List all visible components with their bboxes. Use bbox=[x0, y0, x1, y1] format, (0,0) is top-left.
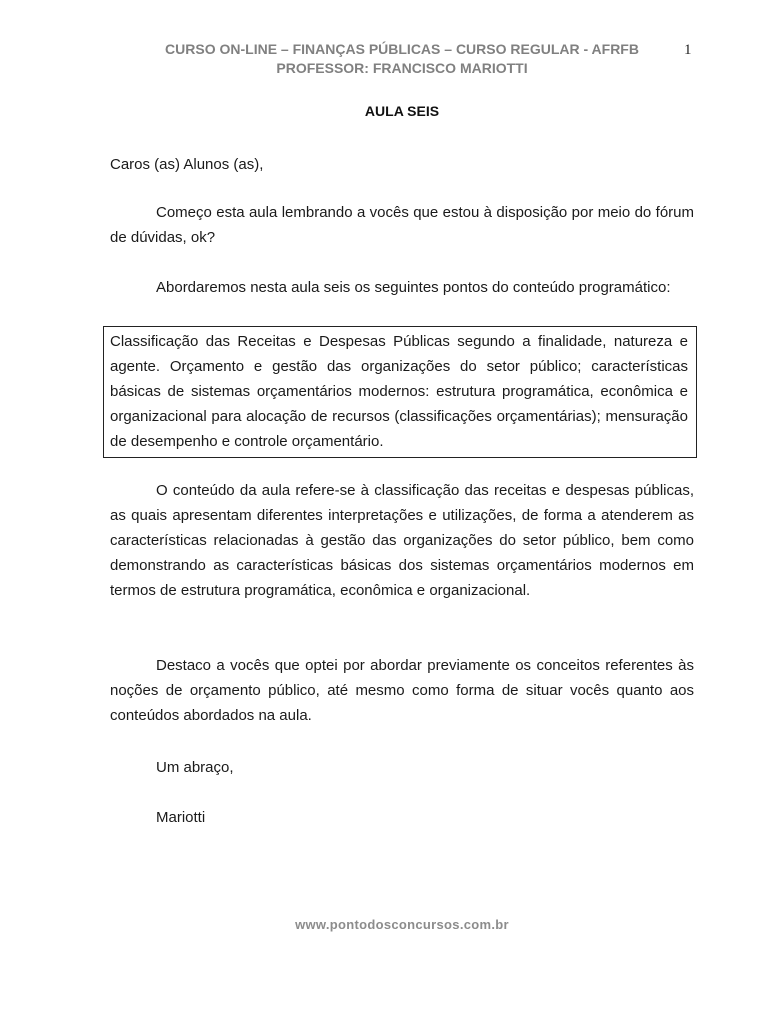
professor-name: PROFESSOR: FRANCISCO MARIOTTI bbox=[276, 60, 528, 76]
intro-paragraph: Começo esta aula lembrando a vocês que estou à disposição por meio do fórum de dúvidas, ok? bbox=[110, 204, 694, 246]
footer-url: www.pontodosconcursos.com.br bbox=[295, 917, 509, 932]
course-title: CURSO ON-LINE – FINANÇAS PÚBLICAS – CURSO REGULAR - AFRFB bbox=[165, 41, 639, 57]
signature: Mariotti bbox=[156, 809, 206, 826]
farewell: Um abraço, bbox=[156, 759, 234, 776]
page-number: 1 bbox=[684, 42, 692, 58]
topics-intro-paragraph: Abordaremos nesta aula seis os seguintes pontos do conteúdo programático: bbox=[156, 279, 671, 296]
syllabus-text: Classificação das Receitas e Despesas Públicas segundo a finalidade, natureza e agente. Orçamento e gestão das organizações do setor público; características básicas de sistemas orçamentários modernos: estrutura programática, econômica e organizacional para alocação de recursos (classificações orçamentárias); mensuração de desempenho e controle orçamentário. bbox=[110, 333, 688, 450]
page-header bbox=[110, 40, 694, 78]
syllabus-box bbox=[103, 326, 697, 458]
content-summary-paragraph: O conteúdo da aula refere-se à classificação das receitas e despesas públicas, as quais apresentam diferentes interpretações e utilizações, de forma a atenderem as características relacionadas à gestão das organizações do setor público, bem como demonstrando as características básicas dos sistemas orçamentários modernos em termos de estrutura programática, econômica e organizacional. bbox=[110, 482, 694, 599]
greeting: Caros (as) Alunos (as), bbox=[110, 156, 264, 173]
highlight-paragraph: Destaco a vocês que optei por abordar previamente os conceitos referentes às noções de orçamento público, até mesmo como forma de situar vocês quanto aos conteúdos abordados na aula. bbox=[110, 657, 694, 724]
lesson-title: AULA SEIS bbox=[364, 103, 440, 119]
